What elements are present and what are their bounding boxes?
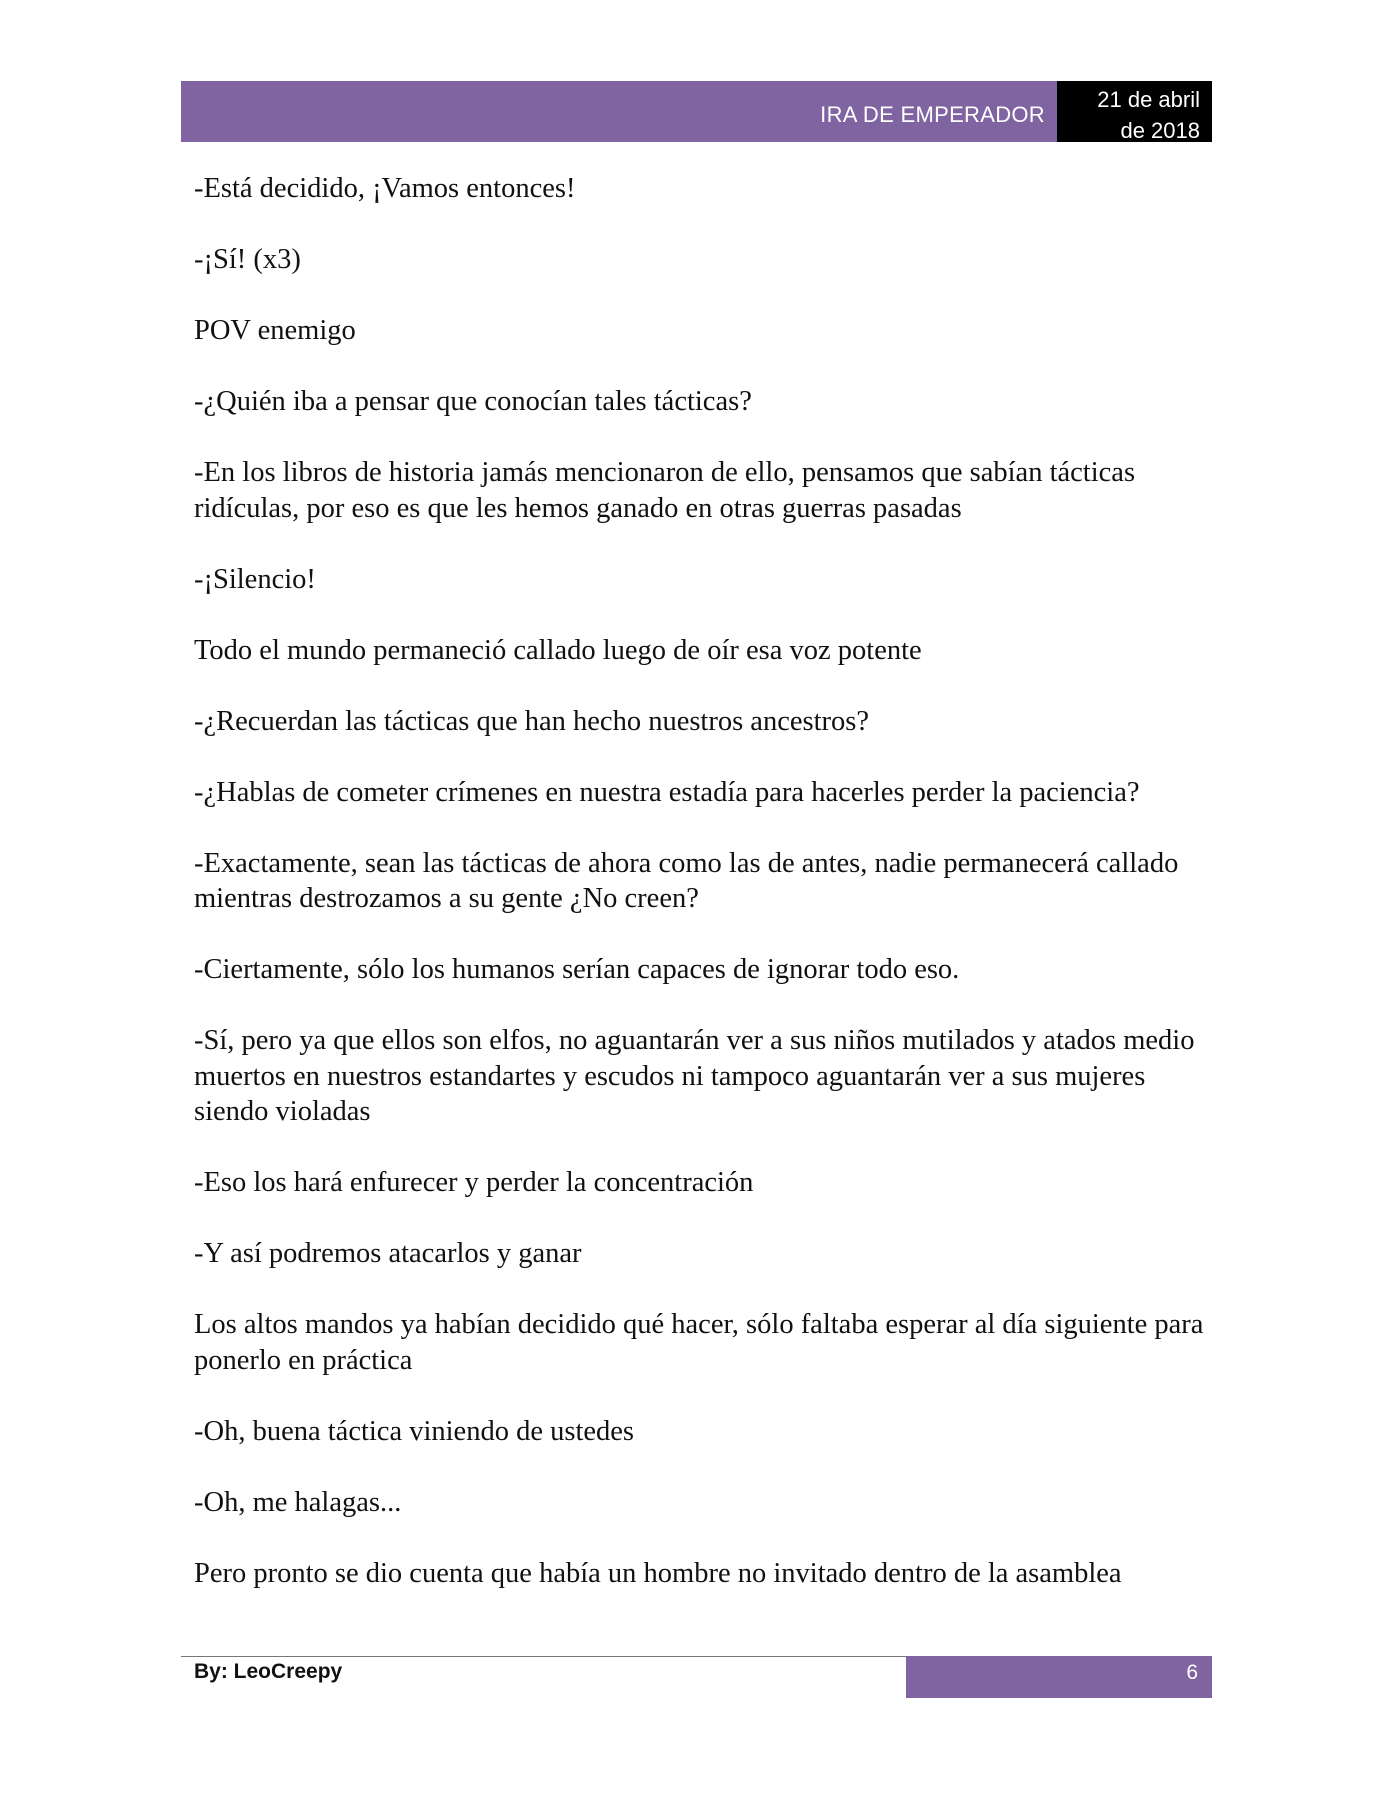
paragraph: -¿Quién iba a pensar que conocían tales tácticas? bbox=[194, 386, 752, 417]
page-header bbox=[181, 81, 1212, 142]
body-text bbox=[194, 171, 1214, 1627]
header-title-box bbox=[181, 81, 1057, 142]
paragraph: -¿Recuerdan las tácticas que han hecho nuestros ancestros? bbox=[194, 705, 869, 737]
header-date-line-1: 21 de abril bbox=[1097, 87, 1200, 112]
page-footer bbox=[181, 1656, 1212, 1698]
paragraph: -Exactamente, sean las tácticas de ahora como las de antes, nadie permanecerá callado mientras destrozamos a su gente ¿No creen? bbox=[194, 847, 1179, 914]
paragraph: POV enemigo bbox=[194, 315, 356, 346]
paragraph: -Oh, me halagas... bbox=[194, 1486, 402, 1518]
paragraph: Todo el mundo permaneció callado luego de oír esa voz potente bbox=[194, 634, 922, 666]
paragraph: -¡Silencio! bbox=[194, 563, 316, 595]
paragraph: -En los libros de historia jamás mencionaron de ello, pensamos que sabían tácticas ridículas, por eso es que les hemos ganado en otras guerras pasadas bbox=[194, 457, 1136, 524]
paragraph: -Está decidido, ¡Vamos entonces! bbox=[194, 173, 576, 204]
paragraph: -Y así podremos atacarlos y ganar bbox=[194, 1238, 582, 1269]
paragraph: -Oh, buena táctica viniendo de ustedes bbox=[194, 1415, 635, 1447]
paragraph: -Eso los hará enfurecer y perder la concentración bbox=[194, 1167, 754, 1198]
paragraph: -Ciertamente, sólo los humanos serían capaces de ignorar todo eso. bbox=[194, 954, 960, 985]
paragraph: -¡Sí! (x3) bbox=[194, 244, 301, 275]
page-number: 6 bbox=[1186, 1661, 1198, 1684]
footer-divider bbox=[181, 1656, 907, 1657]
paragraph: -Sí, pero ya que ellos son elfos, no aguantarán ver a sus niños mutilados y atados medio muertos en nuestros estandartes y escudos ni tampoco aguantarán ver a sus mujeres siendo violadas bbox=[194, 1025, 1195, 1127]
document-title: IRA DE EMPERADOR bbox=[820, 102, 1045, 127]
paragraph: Los altos mandos ya habían decidido qué hacer, sólo faltaba esperar al día siguiente para ponerlo en práctica bbox=[194, 1309, 1204, 1376]
paragraph: -¿Hablas de cometer crímenes en nuestra estadía para hacerles perder la paciencia? bbox=[194, 776, 1140, 808]
header-date-box bbox=[1057, 81, 1212, 142]
page-number-box bbox=[906, 1656, 1212, 1698]
header-date-line-2: de 2018 bbox=[1120, 118, 1200, 143]
footer-author: By: LeoCreepy bbox=[194, 1660, 343, 1683]
paragraph: Pero pronto se dio cuenta que había un hombre no invitado dentro de la asamblea bbox=[194, 1557, 1122, 1589]
